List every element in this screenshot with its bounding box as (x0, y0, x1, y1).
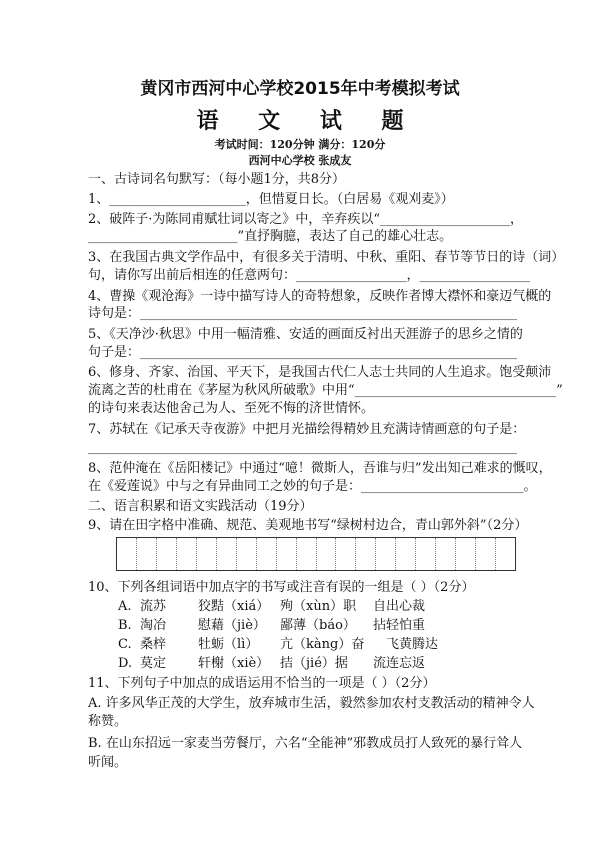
school-title: 黄冈市西河中心学校2015年中考模拟考试 (140, 79, 460, 99)
option-word: 莫定 (140, 656, 167, 671)
grid-cell[interactable] (416, 538, 436, 570)
question-4-line1: 4、曹操《观沧海》一诗中描写诗人的奇特想象，反映作者博大襟怀和豪迈气概的 (88, 289, 552, 304)
grid-cell[interactable] (376, 538, 396, 570)
option-letter: B. (118, 618, 132, 633)
option-word: 拈轻怕重 (373, 618, 426, 633)
option-word: 鄙薄（báo） (280, 618, 356, 633)
question-5-line2: 句子是：__________________________________________________________ (88, 345, 518, 360)
question-1: 1、_____________________，但惜夏日长。（白居易《观刈麦》） (88, 192, 454, 207)
option-word: 轩榭（xiè） (198, 656, 270, 671)
question-7-line1: 7、苏轼在《记承天寺夜游》中把月光描绘得精妙且充满诗情画意的句子是： (88, 422, 526, 437)
question-11-option-a-line2: 称赞。 (88, 714, 128, 729)
question-8-line2: 在《爱莲说》中与之有异曲同工之妙的句子是：_________________________。 (88, 479, 537, 494)
subject-title: 语 文 试 题 (196, 108, 420, 134)
writing-grid[interactable] (116, 537, 516, 571)
grid-cell[interactable] (157, 538, 177, 570)
grid-cell[interactable] (297, 538, 317, 570)
question-5-line1: 5、《天净沙·秋思》中用一幅清雅、安适的画面反衬出天涯游子的思乡之情的 (88, 327, 523, 342)
question-11-option-a-line1: A. 许多风华正茂的大学生，放弃城市生活，毅然参加农村支教活动的精神令人 (88, 696, 535, 711)
question-11: 11、下列句子中加点的成语运用不恰当的一项是（ ）（2分） (88, 676, 436, 691)
option-word: 桑梓 (140, 637, 167, 652)
option-letter: C. (118, 637, 132, 652)
option-word: 自出心裁 (373, 599, 426, 614)
option-word: 殉（xùn）职 (280, 599, 357, 614)
grid-cell[interactable] (257, 538, 277, 570)
grid-cell[interactable] (456, 538, 476, 570)
option-word: 拮（jié）据 (280, 656, 348, 671)
grid-cell[interactable] (476, 538, 496, 570)
option-letter: A. (118, 599, 132, 614)
grid-cell[interactable] (137, 538, 157, 570)
question-3-line2: 句，请你写出前后相连的任意两句：_________________，_________________ (88, 268, 531, 283)
grid-cell[interactable] (217, 538, 237, 570)
option-word: 牡蛎（lì） (198, 637, 259, 652)
author-line: 西河中心学校 张成友 (248, 154, 352, 167)
question-11-option-b-line1: B. 在山东招远一家麦当劳餐厅，六名“全能神”邪教成员打人致死的暴行耸人 (88, 736, 523, 751)
grid-cell[interactable] (336, 538, 356, 570)
question-9: 9、请在田字格中准确、规范、美观地书写“绿树村边合，青山郭外斜”（2分） (88, 518, 528, 533)
option-word: 亢（kàng）奋 (280, 637, 365, 652)
question-6-line1: 6、修身、齐家、治国、平天下，是我国古代仁人志士共同的人生追求。饱受颠沛 (88, 365, 552, 380)
grid-cell[interactable] (177, 538, 197, 570)
option-letter: D. (118, 656, 133, 671)
grid-cell[interactable] (197, 538, 217, 570)
grid-cell[interactable] (496, 538, 515, 570)
question-2-line2: _______________________”直抒胸臆，表达了自己的雄心壮志。 (88, 229, 453, 244)
option-word: 流连忘返 (373, 656, 426, 671)
exam-info: 考试时间：120分钟 满分：120分 (214, 138, 386, 151)
question-2-line1: 2、破阵子·为陈同甫赋壮词以寄之》中，辛弃疾以“____________________， (88, 212, 524, 227)
grid-cell[interactable] (237, 538, 257, 570)
question-8-line1: 8、范仲淹在《岳阳楼记》中通过“噫！微斯人，吾谁与归”发出知己难求的慨叹， (88, 461, 552, 476)
grid-cell[interactable] (436, 538, 456, 570)
question-3-line1: 3、在我国古典文学作品中，有很多关于清明、中秋、重阳、春节等节日的诗（词） (88, 250, 565, 265)
option-word: 流苏 (140, 599, 167, 614)
option-word: 飞黄腾达 (386, 637, 439, 652)
option-word: 淘冶 (140, 618, 167, 633)
grid-cell[interactable] (356, 538, 376, 570)
question-7-line2: __________________________________________________________________ (88, 440, 517, 455)
option-word: 狡黠（xiá） (198, 599, 270, 614)
question-11-option-b-line2: 听闻。 (88, 755, 128, 770)
section2-heading: 二、语言积累和语文实践活动（19分） (88, 499, 313, 514)
question-6-line3: 的诗句来表达他舍己为人、至死不悔的济世情怀。 (88, 401, 375, 416)
question-6-line2: 流离之苦的杜甫在《茅屋为秋风所破歌》中用“_______________________________” (88, 383, 563, 398)
section1-heading: 一、古诗词名句默写：（每小题1分，共8分） (88, 172, 346, 187)
grid-cell[interactable] (317, 538, 337, 570)
option-word: 慰藉（jiè） (198, 618, 266, 633)
question-10: 10、下列各组词语中加点字的书写或注音有误的一组是（ ）（2分） (88, 580, 475, 595)
grid-cell[interactable] (117, 538, 137, 570)
question-4-line2: 诗句是：__________________________________________________________ (88, 306, 518, 321)
grid-cell[interactable] (396, 538, 416, 570)
grid-cell[interactable] (277, 538, 297, 570)
